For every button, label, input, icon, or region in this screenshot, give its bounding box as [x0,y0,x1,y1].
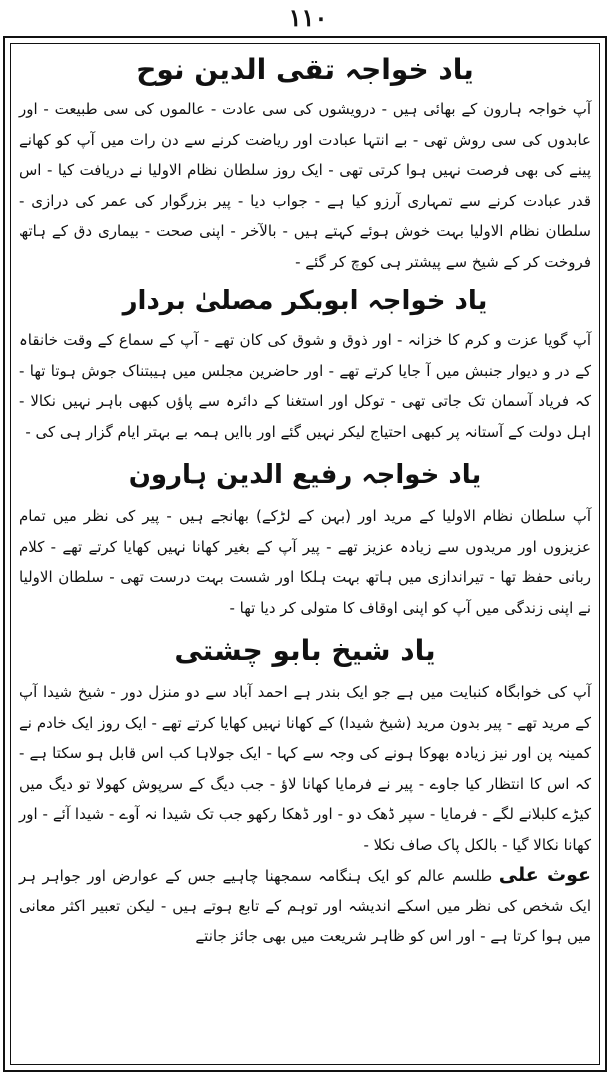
section-paragraph: آپ سلطان نظام الاولیا کے مرید اور (بہن کے لڑکے) بھانجے ہیں - پیر کی نظر میں تمام عزیزوں اور مریدوں سے زیادہ عزیز تھے - پیر آپ کے بغیر کھانا نہیں کھایا کرتے تھے - کلام ربانی حفظ تھا - تیراندازی میں ہاتھ بہت ہلکا اور شست بہت درست تھی - سلطان الاولیا نے اپنی زندگی میں آپ کو اپنی اوقاف کا متولی کر دیا تھا - [19,507,591,617]
closing-lead: عوث علی [498,864,591,886]
section-paragraph: آپ کی خوابگاہ کنبایت میں ہے جو ایک بندر ہے احمد آباد سے دو منزل دور - شیخ شیدا آپ کے مرید تھے - پیر بدون مرید (شیخ شیدا) کے کھانا نہیں کھایا کرتے تھے - ایک روز ایک خادم نے کمینہ پن اور نیز زیادہ بھوکا ہونے کی وجہ سے کہا - ایک جولاہا کب اس قابل ہو سکتا ہے - کہ اس کا انتظار کیا جاوے - پیر نے فرمایا کھانا لاؤ - جب دیگ کے سرپوش کھولا تو دیگ میں کیڑے کلبلانے لگے - فرمایا - سپر ڈھک دو - اور ڈھکا رکھو جب تک شیدا نہ آوے - شیدا آئے - اور کھانا نکالا گیا - بالکل پاک صاف نکلا - [19,683,591,854]
section-heading: یاد شیخ بابو چشتی [174,634,436,667]
section-paragraph: آپ خواجہ ہارون کے بھائی ہیں - درویشوں کی سی عادت - عالموں کی سی طبیعت - اور عابدوں کی سی روش تھی - بے انتہا عبادت اور ریاضت کرنے سے دن رات میں آپ کو کھانے پینے کی بھی فرصت نہیں ہوا کرتی تھی - ایک روز سلطان نظام الاولیا نے دریافت کیا - اس قدر عبادت کرنے سے تمہاری آرزو کیا ہے - جواب دیا - پیر بزرگوار کی عمر کی درازی - سلطان نظام الاولیا بہت خوش ہوئے کہتے ہیں - بالآخر - اپنی صحت - بیماری دق کے ہاتھ فروخت کر کے شیخ سے پیشتر ہی کوچ کر گئے - [19,100,591,271]
closing-text: طلسم عالم کو ایک ہنگامہ سمجھنا چاہیے جس کے عوارض اور جواہر ہر ایک شخص کی نظر میں اسکے اندیشہ اور توہم کے تابع ہوتے ہیں - لیکن تعبیر اکثر معانی میں ہوا کرتا ہے - اور اس کو ظاہر شریعت میں بھی جائز جانتے [19,867,591,945]
section-heading: یاد خواجہ ابوبکر مصلیٰ بردار [122,286,488,316]
section-paragraph: آپ گویا عزت و کرم کا خزانہ - اور ذوق و شوق کی کان تھے - آپ کے سماع کے وقت خانقاہ کے در و دیوار جنبش میں آ جایا کرتے تھے - اور حاضرین مجلس میں ہیبتناک جوش ہوتا تھا - کہ فریاد آسمان تک جاتی تھی - توکل اور استغنا کے دائرہ سے پاؤں کبھی باہر نہیں نکالا - اہل دولت کے آستانہ پر کبھی احتیاج لیکر نہیں گئے اور باایں ہمہ بے بہتر ایام گزار ہی کی - [19,331,591,441]
page-number: ۱۱۰ [288,3,328,32]
closing-paragraph [19,860,591,951]
section-heading: یاد خواجہ تقی الدین نوح [136,53,474,86]
text-frame [10,43,600,1065]
section-heading: یاد خواجہ رفیع الدین ہارون [128,460,482,490]
